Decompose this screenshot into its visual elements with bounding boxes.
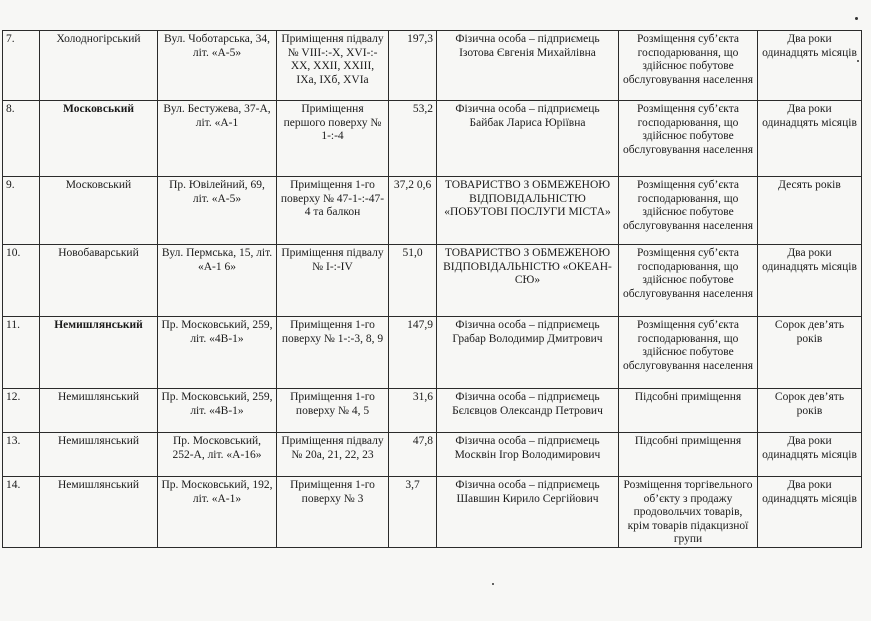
- tenant-cell: Фізична особа – підприємець Москвін Ігор Володимирович: [437, 433, 619, 477]
- table-row: [3, 101, 862, 177]
- lease-table: [2, 30, 862, 548]
- purpose-cell: Розміщення суб’єкта господарювання, що здійснює побутове обслуговування населення: [619, 177, 758, 245]
- purpose-cell: Розміщення суб’єкта господарювання, що здійснює побутове обслуговування населення: [619, 101, 758, 177]
- tenant-cell: Фізична особа – підприємець Грабар Володимир Дмитрович: [437, 317, 619, 389]
- address-cell: Пр. Московський, 259, літ. «4В-1»: [158, 317, 277, 389]
- term-cell: Сорок дев’ять років: [758, 317, 862, 389]
- row-number: 13.: [3, 433, 40, 477]
- premises-cell: Приміщення першого поверху № 1-:-4: [277, 101, 389, 177]
- tenant-cell: Фізична особа – підприємець Ізотова Євгенія Михайлівна: [437, 31, 619, 101]
- term-cell: Десять років: [758, 177, 862, 245]
- premises-cell: Приміщення 1-го поверху № 3: [277, 477, 389, 548]
- table-row: [3, 317, 862, 389]
- address-cell: Пр. Ювілейний, 69, літ. «А-5»: [158, 177, 277, 245]
- table-row: [3, 477, 862, 548]
- district-cell: Московський: [40, 177, 158, 245]
- term-cell: Два роки одинадцять місяців: [758, 101, 862, 177]
- table-row: [3, 433, 862, 477]
- row-number: 11.: [3, 317, 40, 389]
- term-cell: Два роки одинадцять місяців: [758, 477, 862, 548]
- tenant-cell: ТОВАРИСТВО З ОБМЕЖЕНОЮ ВІДПОВІДАЛЬНІСТЮ «ПОБУТОВІ ПОСЛУГИ МІСТА»: [437, 177, 619, 245]
- table-row: [3, 245, 862, 317]
- tenant-cell: ТОВАРИСТВО З ОБМЕЖЕНОЮ ВІДПОВІДАЛЬНІСТЮ «ОКЕАН-СЮ»: [437, 245, 619, 317]
- scan-speck: [855, 17, 858, 20]
- table-row: [3, 389, 862, 433]
- district-cell: Холодногірський: [40, 31, 158, 101]
- term-cell: Сорок дев’ять років: [758, 389, 862, 433]
- area-cell: 3,7: [389, 477, 437, 548]
- table-row: [3, 31, 862, 101]
- row-number: 14.: [3, 477, 40, 548]
- term-cell: Два роки одинадцять місяців: [758, 245, 862, 317]
- address-cell: Вул. Чоботарська, 34, літ. «А-5»: [158, 31, 277, 101]
- purpose-cell: Підсобні приміщення: [619, 389, 758, 433]
- district-cell: Немишлянський: [40, 389, 158, 433]
- term-cell: Два роки одинадцять місяців: [758, 433, 862, 477]
- premises-cell: Приміщення підвалу № VIII-:-Х, XVI-:-XX, XXII, XXIII, IXа, IXб, XVIа: [277, 31, 389, 101]
- address-cell: Пр. Московський, 192, літ. «А-1»: [158, 477, 277, 548]
- row-number: 9.: [3, 177, 40, 245]
- district-cell: Немишлянський: [40, 317, 158, 389]
- area-cell: 53,2: [389, 101, 437, 177]
- address-cell: Вул. Пермська, 15, літ. «А-1 6»: [158, 245, 277, 317]
- row-number: 7.: [3, 31, 40, 101]
- purpose-cell: Розміщення суб’єкта господарювання, що здійснює побутове обслуговування населення: [619, 317, 758, 389]
- lease-table-body: [3, 31, 862, 548]
- scan-speck: [492, 583, 494, 585]
- purpose-cell: Розміщення торгівельного об’єкту з продажу продовольчих товарів, крім товарів підакцизної групи: [619, 477, 758, 548]
- scan-speck: [857, 60, 859, 62]
- district-cell: Новобаварський: [40, 245, 158, 317]
- premises-cell: Приміщення 1-го поверху № 47-1-:-47-4 та балкон: [277, 177, 389, 245]
- premises-cell: Приміщення підвалу № 20а, 21, 22, 23: [277, 433, 389, 477]
- district-cell: Немишлянський: [40, 477, 158, 548]
- purpose-cell: Розміщення суб’єкта господарювання, що здійснює побутове обслуговування населення: [619, 31, 758, 101]
- address-cell: Пр. Московський, 252-А, літ. «А-16»: [158, 433, 277, 477]
- term-cell: Два роки одинадцять місяців: [758, 31, 862, 101]
- area-cell: 37,2 0,6: [389, 177, 437, 245]
- district-cell: Московський: [40, 101, 158, 177]
- area-cell: 147,9: [389, 317, 437, 389]
- tenant-cell: Фізична особа – підприємець Байбак Лариса Юріївна: [437, 101, 619, 177]
- purpose-cell: Підсобні приміщення: [619, 433, 758, 477]
- purpose-cell: Розміщення суб’єкта господарювання, що здійснює побутове обслуговування населення: [619, 245, 758, 317]
- district-cell: Немишлянський: [40, 433, 158, 477]
- tenant-cell: Фізична особа – підприємець Бєлєвцов Олександр Петрович: [437, 389, 619, 433]
- premises-cell: Приміщення 1-го поверху № 4, 5: [277, 389, 389, 433]
- row-number: 12.: [3, 389, 40, 433]
- tenant-cell: Фізична особа – підприємець Шавшин Кирило Сергійович: [437, 477, 619, 548]
- area-cell: 197,3: [389, 31, 437, 101]
- table-row: [3, 177, 862, 245]
- area-cell: 47,8: [389, 433, 437, 477]
- area-cell: 31,6: [389, 389, 437, 433]
- premises-cell: Приміщення підвалу № I-:-IV: [277, 245, 389, 317]
- premises-cell: Приміщення 1-го поверху № 1-:-3, 8, 9: [277, 317, 389, 389]
- row-number: 8.: [3, 101, 40, 177]
- area-cell: 51,0: [389, 245, 437, 317]
- address-cell: Пр. Московський, 259, літ. «4В-1»: [158, 389, 277, 433]
- row-number: 10.: [3, 245, 40, 317]
- address-cell: Вул. Бестужева, 37-А, літ. «А-1: [158, 101, 277, 177]
